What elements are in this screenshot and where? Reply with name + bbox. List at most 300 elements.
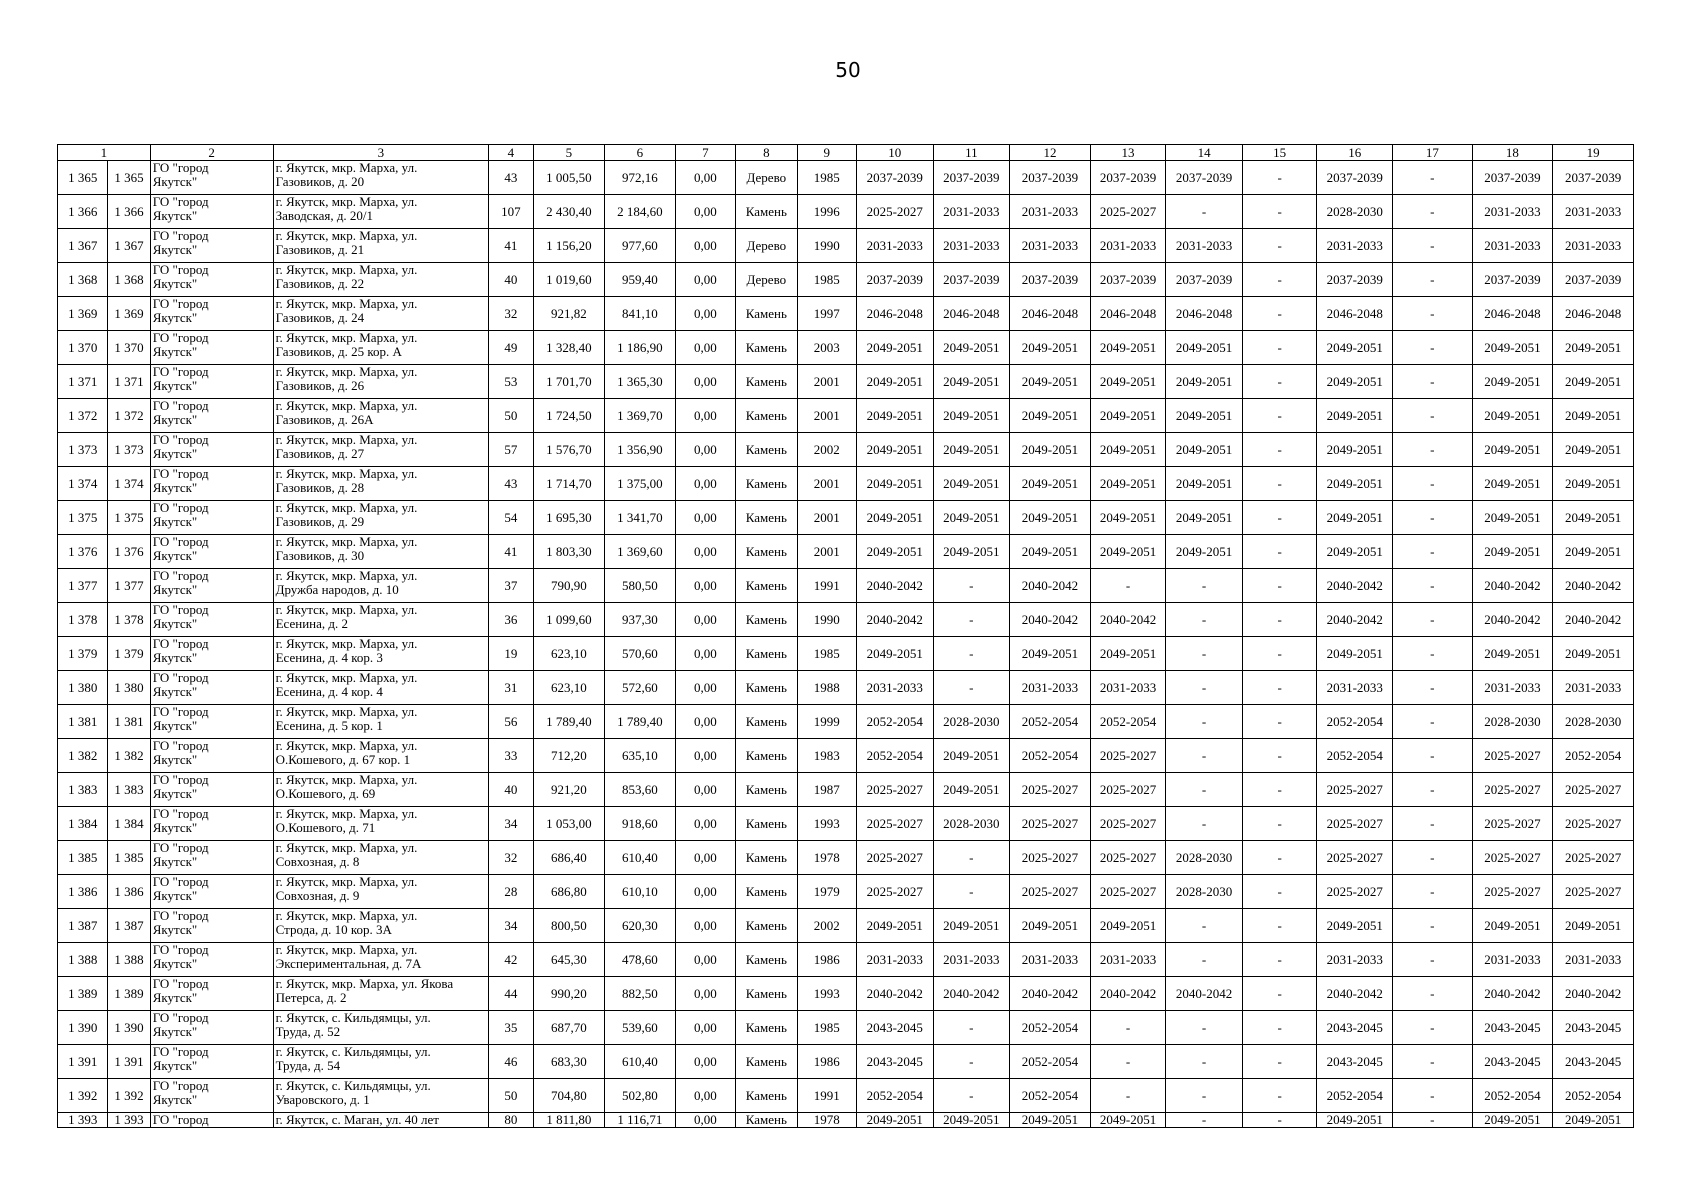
col-16-cell: 2052-2054 (1317, 1079, 1393, 1113)
municipality-cell (150, 1113, 273, 1128)
column-header: 18 (1472, 145, 1553, 161)
col-13-cell: 2049-2051 (1090, 365, 1166, 399)
row-id-cell: 1 367 (108, 229, 150, 263)
col-15-cell: - (1242, 977, 1317, 1011)
col-18-cell: 2049-2051 (1472, 331, 1553, 365)
col-16-cell: 2025-2027 (1317, 875, 1393, 909)
col-12-cell: 2040-2042 (1010, 977, 1091, 1011)
table-row (58, 739, 1634, 773)
year-cell: 1996 (797, 195, 856, 229)
material-cell: Камень (736, 705, 797, 739)
municipality-cell (150, 161, 273, 195)
col-6-cell: 478,60 (605, 943, 676, 977)
col-11-cell: - (933, 841, 1010, 875)
cell-line: ГО "город (152, 1044, 209, 1059)
cell-line: ГО "город (152, 194, 209, 209)
col-17-cell: - (1393, 739, 1473, 773)
row-number-cell: 1 372 (58, 399, 108, 433)
row-id-cell: 1 369 (108, 297, 150, 331)
col-17-cell: - (1393, 807, 1473, 841)
cell-line: Якутск" (152, 412, 198, 427)
col-7-cell: 0,00 (675, 705, 735, 739)
col-7-cell: 0,00 (675, 875, 735, 909)
col-10-cell: 2049-2051 (856, 399, 933, 433)
col-19-cell: 2031-2033 (1553, 671, 1634, 705)
cell-line: ГО "город (152, 160, 209, 175)
cell-line: г. Якутск, мкр. Марха, ул. (275, 500, 418, 515)
col-17-cell: - (1393, 773, 1473, 807)
col-5-cell: 645,30 (533, 943, 605, 977)
col-11-cell: 2037-2039 (933, 161, 1010, 195)
col-12-cell: 2025-2027 (1010, 841, 1091, 875)
col-18-cell: 2049-2051 (1472, 365, 1553, 399)
cell-line: ГО "город (152, 772, 209, 787)
cell-line: Газовиков, д. 25 кор. А (275, 344, 402, 359)
col-11-cell: 2028-2030 (933, 807, 1010, 841)
col-12-cell: 2049-2051 (1010, 637, 1091, 671)
col-19-cell: 2025-2027 (1553, 773, 1634, 807)
row-id-cell: 1 383 (108, 773, 150, 807)
address-cell (273, 263, 489, 297)
row-id-cell: 1 388 (108, 943, 150, 977)
col-16-cell: 2049-2051 (1317, 433, 1393, 467)
col-6-cell: 959,40 (605, 263, 676, 297)
col-12-cell: 2049-2051 (1010, 1113, 1091, 1128)
col-11-cell: 2031-2033 (933, 943, 1010, 977)
address-cell (273, 399, 489, 433)
col-7-cell: 0,00 (675, 365, 735, 399)
address-cell (273, 195, 489, 229)
cell-line: Уваровского, д. 1 (275, 1092, 370, 1107)
cell-line: Экспериментальная, д. 7А (275, 956, 422, 971)
table-row (58, 297, 1634, 331)
col-17-cell: - (1393, 331, 1473, 365)
col-7-cell: 0,00 (675, 467, 735, 501)
address-cell (273, 671, 489, 705)
municipality-cell (150, 229, 273, 263)
address-cell (273, 807, 489, 841)
cell-line: Газовиков, д. 21 (275, 242, 365, 257)
col-4-cell: 31 (489, 671, 533, 705)
row-number-cell: 1 368 (58, 263, 108, 297)
col-11-cell: 2037-2039 (933, 263, 1010, 297)
col-16-cell: 2043-2045 (1317, 1045, 1393, 1079)
col-13-cell: - (1090, 569, 1166, 603)
col-4-cell: 54 (489, 501, 533, 535)
col-17-cell: - (1393, 603, 1473, 637)
col-16-cell: 2040-2042 (1317, 569, 1393, 603)
col-11-cell: 2049-2051 (933, 365, 1010, 399)
cell-line: ГО "город (152, 840, 209, 855)
col-19-cell: 2049-2051 (1553, 535, 1634, 569)
cell-line: Якутск" (152, 548, 198, 563)
col-16-cell: 2031-2033 (1317, 229, 1393, 263)
table-row (58, 365, 1634, 399)
col-18-cell: 2025-2027 (1472, 739, 1553, 773)
col-15-cell: - (1242, 637, 1317, 671)
row-number-cell: 1 390 (58, 1011, 108, 1045)
material-cell: Камень (736, 1045, 797, 1079)
col-11-cell: 2049-2051 (933, 773, 1010, 807)
col-10-cell: 2049-2051 (856, 535, 933, 569)
col-11-cell: 2031-2033 (933, 229, 1010, 263)
col-6-cell: 937,30 (605, 603, 676, 637)
row-id-cell: 1 379 (108, 637, 150, 671)
year-cell: 2002 (797, 433, 856, 467)
cell-line: ГО "город (152, 806, 209, 821)
col-5-cell: 1 576,70 (533, 433, 605, 467)
cell-line: Якутск" (152, 990, 198, 1005)
municipality-cell (150, 1011, 273, 1045)
cell-line: Труда, д. 52 (275, 1024, 341, 1039)
col-11-cell: - (933, 671, 1010, 705)
col-4-cell: 43 (489, 467, 533, 501)
col-12-cell: 2049-2051 (1010, 467, 1091, 501)
col-10-cell: 2040-2042 (856, 569, 933, 603)
col-16-cell: 2028-2030 (1317, 195, 1393, 229)
col-15-cell: - (1242, 841, 1317, 875)
col-5-cell: 800,50 (533, 909, 605, 943)
col-17-cell: - (1393, 943, 1473, 977)
col-12-cell: 2052-2054 (1010, 739, 1091, 773)
row-number-cell: 1 381 (58, 705, 108, 739)
municipality-cell (150, 909, 273, 943)
row-id-cell: 1 384 (108, 807, 150, 841)
data-table (57, 144, 1634, 1128)
col-11-cell: 2049-2051 (933, 1113, 1010, 1128)
col-6-cell: 918,60 (605, 807, 676, 841)
cell-line: ГО "город (152, 262, 209, 277)
col-19-cell: 2025-2027 (1553, 875, 1634, 909)
col-12-cell: 2040-2042 (1010, 603, 1091, 637)
municipality-cell (150, 705, 273, 739)
cell-line: Петерса, д. 2 (275, 990, 347, 1005)
col-18-cell: 2040-2042 (1472, 569, 1553, 603)
col-12-cell: 2052-2054 (1010, 1045, 1091, 1079)
col-4-cell: 56 (489, 705, 533, 739)
col-16-cell: 2052-2054 (1317, 705, 1393, 739)
cell-line: Есенина, д. 4 кор. 4 (275, 684, 383, 699)
col-12-cell: 2025-2027 (1010, 807, 1091, 841)
col-17-cell: - (1393, 875, 1473, 909)
col-16-cell: 2049-2051 (1317, 1113, 1393, 1128)
col-6-cell: 610,40 (605, 841, 676, 875)
cell-line: ГО "город (152, 874, 209, 889)
year-cell: 1985 (797, 263, 856, 297)
col-7-cell: 0,00 (675, 229, 735, 263)
col-6-cell: 882,50 (605, 977, 676, 1011)
col-5-cell: 1 811,80 (533, 1113, 605, 1128)
cell-line: ГО "город (152, 364, 209, 379)
col-7-cell: 0,00 (675, 637, 735, 671)
col-18-cell: 2049-2051 (1472, 1113, 1553, 1128)
col-16-cell: 2049-2051 (1317, 365, 1393, 399)
col-13-cell: 2037-2039 (1090, 161, 1166, 195)
col-17-cell: - (1393, 909, 1473, 943)
table-row (58, 841, 1634, 875)
col-7-cell: 0,00 (675, 1011, 735, 1045)
row-id-cell: 1 386 (108, 875, 150, 909)
col-14-cell: 2049-2051 (1166, 399, 1243, 433)
row-number-cell: 1 367 (58, 229, 108, 263)
col-19-cell: 2049-2051 (1553, 909, 1634, 943)
cell-line: Якутск" (152, 480, 198, 495)
address-cell (273, 161, 489, 195)
col-19-cell: 2031-2033 (1553, 195, 1634, 229)
col-18-cell: 2052-2054 (1472, 1079, 1553, 1113)
cell-line: ГО "город (152, 432, 209, 447)
col-19-cell: 2028-2030 (1553, 705, 1634, 739)
col-19-cell: 2049-2051 (1553, 331, 1634, 365)
cell-line: ГО "город (152, 1010, 209, 1025)
year-cell: 1997 (797, 297, 856, 331)
col-6-cell: 572,60 (605, 671, 676, 705)
col-16-cell: 2049-2051 (1317, 637, 1393, 671)
col-10-cell: 2049-2051 (856, 909, 933, 943)
col-5-cell: 1 701,70 (533, 365, 605, 399)
column-header: 3 (273, 145, 489, 161)
year-cell: 1978 (797, 841, 856, 875)
col-6-cell: 1 369,70 (605, 399, 676, 433)
col-10-cell: 2052-2054 (856, 1079, 933, 1113)
col-11-cell: 2049-2051 (933, 467, 1010, 501)
col-16-cell: 2031-2033 (1317, 943, 1393, 977)
col-14-cell: - (1166, 1045, 1243, 1079)
col-5-cell: 1 328,40 (533, 331, 605, 365)
col-5-cell: 686,80 (533, 875, 605, 909)
col-10-cell: 2049-2051 (856, 365, 933, 399)
material-cell: Камень (736, 977, 797, 1011)
col-10-cell: 2025-2027 (856, 195, 933, 229)
col-19-cell: 2037-2039 (1553, 263, 1634, 297)
col-18-cell: 2025-2027 (1472, 875, 1553, 909)
col-4-cell: 107 (489, 195, 533, 229)
year-cell: 1985 (797, 1011, 856, 1045)
col-12-cell: 2037-2039 (1010, 161, 1091, 195)
municipality-cell (150, 875, 273, 909)
col-4-cell: 41 (489, 535, 533, 569)
col-15-cell: - (1242, 943, 1317, 977)
col-17-cell: - (1393, 263, 1473, 297)
cell-line: Якутск" (152, 446, 198, 461)
col-7-cell: 0,00 (675, 433, 735, 467)
col-18-cell: 2046-2048 (1472, 297, 1553, 331)
material-cell: Дерево (736, 263, 797, 297)
municipality-cell (150, 807, 273, 841)
col-5-cell: 686,40 (533, 841, 605, 875)
col-19-cell: 2031-2033 (1553, 229, 1634, 263)
column-header: 16 (1317, 145, 1393, 161)
col-17-cell: - (1393, 671, 1473, 705)
address-cell (273, 229, 489, 263)
table-row (58, 501, 1634, 535)
col-16-cell: 2040-2042 (1317, 603, 1393, 637)
year-cell: 1987 (797, 773, 856, 807)
col-13-cell: 2049-2051 (1090, 399, 1166, 433)
cell-line: Якутск" (152, 718, 198, 733)
col-12-cell: 2049-2051 (1010, 535, 1091, 569)
cell-line: Якутск" (152, 1024, 198, 1039)
cell-line: ГО "город (152, 602, 209, 617)
col-5-cell: 683,30 (533, 1045, 605, 1079)
material-cell: Камень (736, 637, 797, 671)
cell-line: г. Якутск, мкр. Марха, ул. (275, 840, 418, 855)
col-18-cell: 2031-2033 (1472, 229, 1553, 263)
year-cell: 1985 (797, 637, 856, 671)
year-cell: 1985 (797, 161, 856, 195)
cell-line: Якутск" (152, 752, 198, 767)
col-6-cell: 1 341,70 (605, 501, 676, 535)
address-cell (273, 535, 489, 569)
municipality-cell (150, 977, 273, 1011)
municipality-cell (150, 671, 273, 705)
address-cell (273, 1011, 489, 1045)
table-row (58, 807, 1634, 841)
col-16-cell: 2025-2027 (1317, 773, 1393, 807)
col-16-cell: 2049-2051 (1317, 535, 1393, 569)
material-cell: Камень (736, 875, 797, 909)
col-10-cell: 2040-2042 (856, 603, 933, 637)
row-id-cell: 1 375 (108, 501, 150, 535)
col-4-cell: 32 (489, 841, 533, 875)
table-row (58, 637, 1634, 671)
row-number-cell: 1 377 (58, 569, 108, 603)
col-16-cell: 2025-2027 (1317, 841, 1393, 875)
col-11-cell: 2040-2042 (933, 977, 1010, 1011)
cell-line: Газовиков, д. 28 (275, 480, 365, 495)
municipality-cell (150, 773, 273, 807)
col-12-cell: 2031-2033 (1010, 943, 1091, 977)
row-number-cell: 1 383 (58, 773, 108, 807)
row-number-cell: 1 386 (58, 875, 108, 909)
col-19-cell: 2025-2027 (1553, 841, 1634, 875)
col-18-cell: 2049-2051 (1472, 501, 1553, 535)
row-id-cell: 1 393 (108, 1113, 150, 1128)
col-7-cell: 0,00 (675, 909, 735, 943)
col-5-cell: 1 053,00 (533, 807, 605, 841)
col-14-cell: 2049-2051 (1166, 331, 1243, 365)
col-18-cell: 2028-2030 (1472, 705, 1553, 739)
material-cell: Камень (736, 433, 797, 467)
col-5-cell: 1 099,60 (533, 603, 605, 637)
col-16-cell: 2049-2051 (1317, 331, 1393, 365)
row-id-cell: 1 380 (108, 671, 150, 705)
col-6-cell: 1 365,30 (605, 365, 676, 399)
cell-line: Якутск" (152, 684, 198, 699)
row-id-cell: 1 373 (108, 433, 150, 467)
cell-line: Якутск" (152, 650, 198, 665)
col-6-cell: 610,10 (605, 875, 676, 909)
col-5-cell: 1 019,60 (533, 263, 605, 297)
cell-line: ГО "город (152, 500, 209, 515)
col-15-cell: - (1242, 671, 1317, 705)
col-11-cell: 2049-2051 (933, 535, 1010, 569)
cell-line: ГО "город (152, 976, 209, 991)
col-10-cell: 2049-2051 (856, 637, 933, 671)
col-4-cell: 57 (489, 433, 533, 467)
col-14-cell: - (1166, 1113, 1243, 1128)
address-cell (273, 501, 489, 535)
row-id-cell: 1 368 (108, 263, 150, 297)
col-12-cell: 2031-2033 (1010, 671, 1091, 705)
row-id-cell: 1 371 (108, 365, 150, 399)
row-id-cell: 1 377 (108, 569, 150, 603)
col-15-cell: - (1242, 263, 1317, 297)
column-header: 12 (1010, 145, 1091, 161)
col-12-cell: 2037-2039 (1010, 263, 1091, 297)
address-cell (273, 1045, 489, 1079)
col-18-cell: 2040-2042 (1472, 603, 1553, 637)
year-cell: 1991 (797, 569, 856, 603)
col-6-cell: 539,60 (605, 1011, 676, 1045)
col-17-cell: - (1393, 467, 1473, 501)
municipality-cell (150, 467, 273, 501)
table-row (58, 331, 1634, 365)
col-5-cell: 1 803,30 (533, 535, 605, 569)
material-cell: Дерево (736, 229, 797, 263)
address-cell (273, 467, 489, 501)
col-5-cell: 2 430,40 (533, 195, 605, 229)
col-18-cell: 2025-2027 (1472, 841, 1553, 875)
row-number-cell: 1 375 (58, 501, 108, 535)
col-15-cell: - (1242, 331, 1317, 365)
cell-line: г. Якутск, мкр. Марха, ул. (275, 704, 418, 719)
col-18-cell: 2037-2039 (1472, 263, 1553, 297)
col-17-cell: - (1393, 1113, 1473, 1128)
col-11-cell: - (933, 1011, 1010, 1045)
table-row (58, 433, 1634, 467)
material-cell: Камень (736, 909, 797, 943)
col-12-cell: 2049-2051 (1010, 399, 1091, 433)
row-number-cell: 1 388 (58, 943, 108, 977)
col-17-cell: - (1393, 569, 1473, 603)
col-19-cell: 2046-2048 (1553, 297, 1634, 331)
col-15-cell: - (1242, 807, 1317, 841)
col-16-cell: 2049-2051 (1317, 909, 1393, 943)
col-19-cell: 2025-2027 (1553, 807, 1634, 841)
table-row (58, 399, 1634, 433)
col-12-cell: 2052-2054 (1010, 1079, 1091, 1113)
table-row (58, 263, 1634, 297)
cell-line: Якутск" (152, 242, 198, 257)
col-6-cell: 620,30 (605, 909, 676, 943)
column-header: 19 (1553, 145, 1634, 161)
col-5-cell: 790,90 (533, 569, 605, 603)
cell-line: Совхозная, д. 9 (275, 888, 360, 903)
municipality-cell (150, 637, 273, 671)
cell-line: г. Якутск, с. Кильдямцы, ул. (275, 1010, 431, 1025)
col-4-cell: 33 (489, 739, 533, 773)
col-18-cell: 2031-2033 (1472, 195, 1553, 229)
cell-line: ГО "город (152, 704, 209, 719)
year-cell: 1991 (797, 1079, 856, 1113)
row-number-cell: 1 385 (58, 841, 108, 875)
col-6-cell: 1 375,00 (605, 467, 676, 501)
col-18-cell: 2043-2045 (1472, 1011, 1553, 1045)
col-17-cell: - (1393, 637, 1473, 671)
cell-line: ГО "город (152, 942, 209, 957)
table-row (58, 977, 1634, 1011)
col-4-cell: 53 (489, 365, 533, 399)
col-11-cell: - (933, 569, 1010, 603)
address-cell (273, 331, 489, 365)
cell-line: г. Якутск, мкр. Марха, ул. (275, 398, 418, 413)
col-18-cell: 2049-2051 (1472, 433, 1553, 467)
material-cell: Камень (736, 501, 797, 535)
cell-line: г. Якутск, мкр. Марха, ул. (275, 160, 418, 175)
column-header: 5 (533, 145, 605, 161)
col-6-cell: 841,10 (605, 297, 676, 331)
